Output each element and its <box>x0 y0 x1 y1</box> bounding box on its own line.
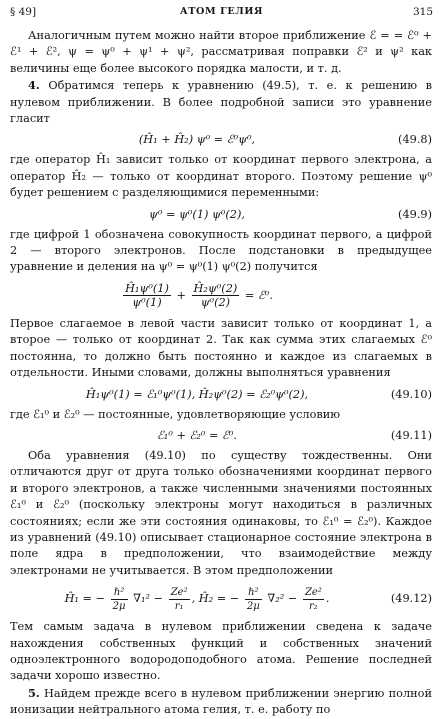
equation-expression: Ĥ₁ψ⁰(1) = ℰ₁⁰ψ⁰(1), Ĥ₂ψ⁰(2) = ℰ₂⁰ψ⁰(2), <box>85 387 309 401</box>
page-number: 315 <box>412 6 433 18</box>
equation-number: (49.12) <box>390 592 432 606</box>
h1-lhs: Ĥ₁ = − <box>64 592 106 606</box>
item-number-5: 5. <box>28 685 40 700</box>
equation-separated <box>10 277 432 315</box>
numerator: ℏ² <box>111 586 128 600</box>
equation-expression <box>10 277 384 315</box>
paragraph-separation: Первое слагаемое в левой части зависит только от координат 1, а второе — только от координат 2. Так как сумма этих слагаемых ℰ⁰ постоянна, то должно быть постоянно и каждое из слагаемых в отдельности. Иными словами, должны выполняться уравнения <box>10 316 432 380</box>
h2-lhs: , Ĥ₂ = − <box>191 592 240 606</box>
equation-end: . <box>325 592 330 606</box>
numerator: Ĥ₂ψ⁰(2) <box>193 282 238 296</box>
running-header <box>10 6 433 24</box>
denominator: 2μ <box>246 600 260 612</box>
paragraph-second-approximation: Аналогичным путем можно найти второе приближение ℰ = = ℰ⁰ + ℰ¹ + ℰ², ψ = ψ⁰ + ψ¹ + ψ², рассматривая поправки ℰ² и ψ² как величины еще более высокого порядка малости, и т. д. <box>10 29 432 75</box>
page-body <box>10 28 432 719</box>
equation-number: (49.10) <box>390 387 432 401</box>
equation-expression: ψ⁰ = ψ⁰(1) ψ⁰(2), <box>149 207 245 221</box>
paragraph-ionization <box>10 685 432 719</box>
paragraph-text: Обратимся теперь к уравнению (49.5), т. е. к решению в нулевом приближении. В более подробной записи это уравнение гласит <box>10 79 432 126</box>
laplacian-1: ∇₁² − <box>133 592 164 606</box>
equation-expression: ℰ₁⁰ + ℰ₂⁰ = ℰ⁰. <box>156 428 238 442</box>
denominator: ψ⁰(1) <box>132 296 162 310</box>
numerator: Ĥ₁ψ⁰(1) <box>125 282 169 296</box>
equation-number: (49.9) <box>398 207 432 221</box>
equation-49-12 <box>10 580 432 618</box>
equation-49-8 <box>10 128 432 151</box>
denominator: r₂ <box>309 600 318 612</box>
plus-sign: + <box>176 288 186 302</box>
equation-49-11 <box>10 424 432 447</box>
equation-49-9 <box>10 203 432 226</box>
paragraph-constants: где ℰ₁⁰ и ℰ₂⁰ — постоянные, удовлетворяющие условию <box>10 407 341 421</box>
paragraph-text: Найдем прежде всего в нулевом приближении энергию полной ионизации нейтрального атома гелия, т. е. работу по <box>10 686 432 717</box>
denominator: ψ⁰(2) <box>200 296 231 310</box>
paragraph-identical-equations: Оба уравнения (49.10) по существу тождественны. Они отличаются друг от друга только обозначениями координат первого и второго электронов, а также численными значениями постоянных ℰ₁⁰ и ℰ₂⁰ (поскольку электроны могут находиться в различных состояниях; если же эти состояния одинаковы, то ℰ₁⁰ = ℰ₂⁰). Каждое из уравнений (49.10) описывает стационарное состояние электрона в поле ядра в предположении, что взаимодействие между электронами не учитывается. В этом предположении <box>10 448 432 577</box>
equation-49-10 <box>10 383 432 406</box>
fraction <box>192 282 240 309</box>
fraction <box>111 586 128 613</box>
numerator: ℏ² <box>245 586 262 600</box>
running-title: АТОМ ГЕЛИЯ <box>179 6 264 17</box>
item-number-4: 4. <box>28 78 40 93</box>
numerator: Ze² <box>304 586 322 598</box>
laplacian-2: ∇₂² − <box>267 592 298 606</box>
paragraph-reduction: Тем самым задача в нулевом приближении сведена к задаче нахождения собственных функций и собственных значений одноэлектронного водородоподобного атома. Решение последней задачи хорошо известно. <box>10 620 432 683</box>
fraction <box>245 586 262 613</box>
section-marker: § 49] <box>10 6 37 18</box>
denominator: r₁ <box>174 600 184 612</box>
fraction <box>123 282 171 309</box>
fraction <box>303 586 324 613</box>
numerator: Ze² <box>170 586 188 598</box>
equation-expression: (Ĥ₁ + Ĥ₂) ψ⁰ = ℰ⁰ψ⁰, <box>138 133 256 147</box>
equation-expression <box>10 580 384 618</box>
paragraph-zero-approximation <box>10 77 432 127</box>
paragraph-coordinates: где цифрой 1 обозначена совокупность координат первого, а цифрой 2 — второго электронов. После подстановки в предыдущее уравнение и деления на ψ⁰ = ψ⁰(1) ψ⁰(2) получится <box>10 227 432 274</box>
paragraph-operators: где оператор Ĥ₁ зависит только от координат первого электрона, а оператор Ĥ₂ — только от координат второго. Поэтому решение ψ⁰ будет решением с разделяющимися переменными: <box>10 153 432 200</box>
equation-rhs: = ℰ⁰. <box>244 288 273 302</box>
equation-number: (49.11) <box>390 428 432 442</box>
denominator: 2μ <box>112 600 126 612</box>
fraction <box>169 586 190 613</box>
equation-number: (49.8) <box>398 133 432 147</box>
